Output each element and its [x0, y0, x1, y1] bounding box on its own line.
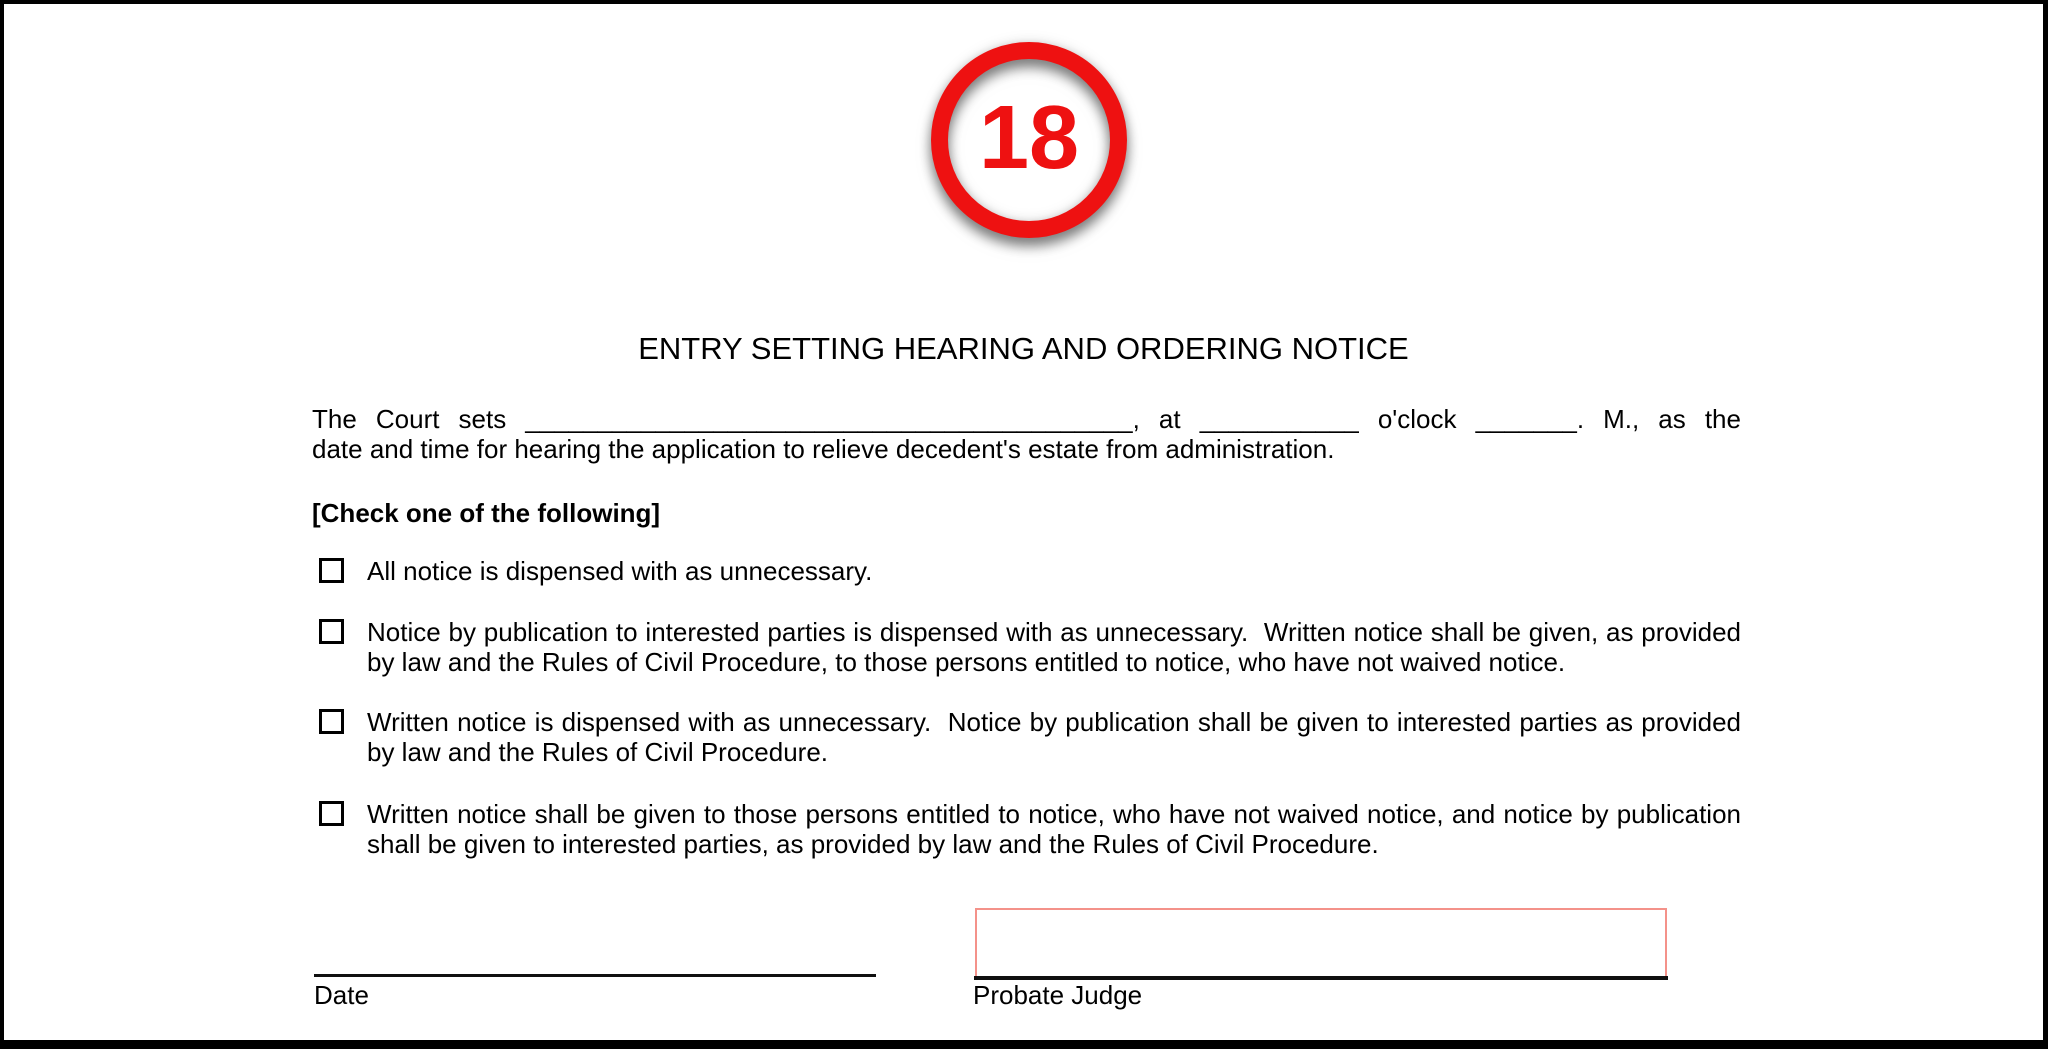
notice-option-checkbox-2[interactable] [319, 619, 344, 644]
page-number: 18 [978, 87, 1080, 188]
intro-text-oclock: o'clock [1377, 404, 1457, 434]
intro-text-comma-at: , at [1132, 404, 1181, 434]
form-title: ENTRY SETTING HEARING AND ORDERING NOTICE [638, 331, 1409, 366]
notice-option-text-1: All notice is dispensed with as unnecessary. [367, 556, 873, 586]
probate-judge-label: Probate Judge [973, 980, 1143, 1010]
notice-option-text-4: Written notice shall be given to those persons entitled to notice, who have not waived notice, and notice by publication shall be given to interested parties, as provided by law and the Rules of Civil Procedure. [367, 799, 1741, 859]
notice-option-row-4 [312, 799, 1741, 859]
intro-line-2: date and time for hearing the application to relieve decedent's estate from administration. [312, 434, 1335, 464]
hearing-date-blank[interactable]: __________________________________________ [525, 404, 1133, 434]
date-label: Date [314, 980, 369, 1010]
intro-text-m-as-the: . M., as the [1576, 404, 1741, 434]
notice-option-checkbox-4[interactable] [319, 801, 344, 826]
notice-option-checkbox-3[interactable] [319, 709, 344, 734]
check-section-heading: [Check one of the following] [312, 498, 661, 528]
date-signature-line[interactable] [314, 974, 876, 977]
intro-text-court-sets: The Court sets [312, 404, 507, 434]
notice-option-checkbox-1[interactable] [319, 558, 344, 583]
notice-option-row-1 [312, 556, 1741, 586]
hearing-time-blank[interactable]: ___________ [1199, 404, 1359, 434]
notice-option-row-3 [312, 707, 1741, 767]
probate-judge-signature-field[interactable] [975, 908, 1667, 978]
notice-option-text-3: Written notice is dispensed with as unnecessary. Notice by publication shall be given to interested parties as provided by law and the Rules of Civil Procedure. [367, 707, 1741, 767]
notice-option-text-2: Notice by publication to interested parties is dispensed with as unnecessary. Written notice shall be given, as provided by law and the Rules of Civil Procedure, to those persons entitled to notice, who have not waived notice. [367, 617, 1741, 677]
page-number-badge [931, 42, 1127, 238]
notice-option-row-2 [312, 617, 1741, 677]
meridiem-blank[interactable]: _______ [1475, 404, 1577, 434]
intro-line-1 [312, 404, 1741, 434]
form-body [312, 404, 1741, 859]
